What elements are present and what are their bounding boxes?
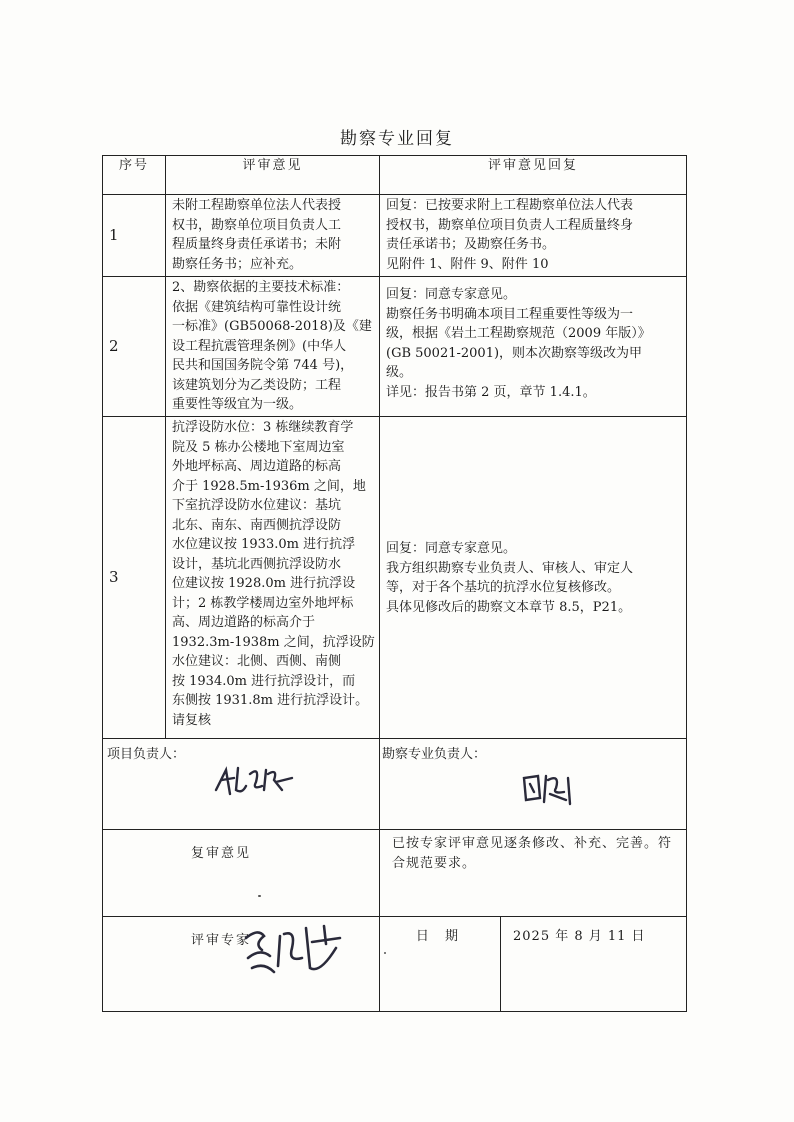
header-seq: 序号 [103, 156, 166, 195]
reply-line: 见附件 1、附件 9、附件 10 [386, 256, 549, 272]
reply-line: 回复：同意专家意见。 [386, 287, 517, 302]
row-number: 1 [103, 195, 166, 277]
reply-line: (GB 50021-2001)，则本次勘察等级改为甲 [386, 345, 643, 361]
reply-cell [380, 195, 687, 277]
date-label: 日 期 [380, 917, 501, 1012]
opinion-line: 北东、南东、南西侧抗浮设防 [172, 517, 342, 533]
row-number: 3 [103, 417, 166, 739]
re-review-label-text: 复审意见 [190, 846, 251, 861]
opinion-cell [166, 417, 380, 739]
opinion-line: 抗浮设防水位：3 栋继续教育学 [172, 420, 354, 435]
row-number: 2 [103, 277, 166, 417]
opinion-line: 请复核 [172, 712, 212, 728]
reply-cell [380, 277, 687, 417]
opinion-line: 外地坪标高、周边道路的标高 [172, 459, 342, 474]
reply-line: 级，根据《岩土工程勘察规范（2009 年版）》 [386, 326, 651, 341]
table-row [103, 417, 687, 739]
reply-line: 我方组织勘察专业负责人、审核人、审定人 [386, 560, 634, 576]
reply-line: 授权书，勘察单位项目负责人工程质量终身 [386, 217, 634, 233]
opinion-line: 1932.3m-1938m 之间，抗浮设防 [172, 634, 375, 650]
re-review-label [103, 830, 380, 917]
review-table [102, 155, 687, 1012]
opinion-line: 2、勘察依据的主要技术标准： [172, 280, 350, 295]
opinion-line: 水位建议：北侧、西侧、南侧 [172, 654, 342, 669]
opinion-line: 计；2 栋教学楼周边室外地坪标 [172, 595, 354, 611]
opinion-line: 院及 5 栋办公楼地下室周边室 [172, 439, 345, 455]
signature-row [103, 739, 687, 830]
table-row [103, 277, 687, 417]
expert-label: 评审专家 [190, 933, 251, 948]
reply-line: 勘察任务书明确本项目工程重要性等级为一 [386, 306, 634, 322]
opinion-line: 东侧按 1931.8m 进行抗浮设计。 [172, 693, 369, 708]
reply-line: 回复：已按要求附上工程勘察单位法人代表 [386, 198, 634, 213]
scan-speck [258, 895, 261, 897]
reply-line: 详见：报告书第 2 页，章节 1.4.1。 [386, 384, 596, 400]
header-reply: 评审意见回复 [380, 156, 687, 195]
opinion-line: 程质量终身责任承诺书；未附 [172, 237, 342, 252]
table-row [103, 195, 687, 277]
expert-signature [240, 918, 350, 978]
opinion-cell [166, 277, 380, 417]
reply-line: 级。 [386, 365, 413, 380]
opinion-line: 水位建议按 1933.0m 进行抗浮 [172, 537, 356, 552]
opinion-line: 介于 1928.5m-1936m 之间，地 [172, 478, 366, 494]
opinion-cell [166, 195, 380, 277]
opinion-line: 设工程抗震管理条例》(中华人 [172, 338, 347, 354]
opinion-line: 权书，勘察单位项目负责人工 [172, 217, 342, 233]
opinion-line: 按 1934.0m 进行抗浮设计，而 [172, 673, 356, 689]
opinion-line: 位建议按 1928.0m 进行抗浮设 [172, 576, 356, 591]
reply-line: 回复：同意专家意见。 [386, 541, 517, 556]
expert-row [103, 917, 687, 1012]
re-review-text: 已按专家评审意见逐条修改、补充、完善。符合规范要求。 [380, 830, 687, 917]
project-leader-signature [212, 760, 302, 800]
header-row [103, 156, 687, 195]
scan-speck [384, 952, 386, 954]
survey-leader-signature [520, 770, 580, 810]
reply-line: 责任承诺书；及勘察任务书。 [386, 237, 556, 252]
page-title: 勘察专业回复 [340, 129, 454, 149]
opinion-line: 该建筑划分为乙类设防；工程 [172, 377, 342, 393]
re-review-row [103, 830, 687, 917]
opinion-line: 民共和国国务院令第 744 号)， [172, 358, 354, 373]
date-value: 2025 年 8 月 11 日 [501, 917, 687, 1012]
reply-cell [380, 417, 687, 739]
reply-line: 具体见修改后的勘察文本章节 8.5，P21。 [386, 599, 632, 615]
opinion-line: 高、周边道路的标高介于 [172, 615, 316, 630]
opinion-line: 依据《建筑结构可靠性设计统 [172, 299, 342, 315]
survey-leader-label: 勘察专业负责人： [382, 747, 487, 762]
opinion-line: 下室抗浮设防水位建议：基坑 [172, 498, 342, 513]
header-opinion: 评审意见 [166, 156, 380, 195]
reply-line: 等，对于各个基坑的抗浮水位复核修改。 [386, 580, 621, 595]
opinion-line: 未附工程勘察单位法人代表授 [172, 198, 342, 213]
opinion-line: 一标准》(GB50068-2018)及《建 [172, 319, 372, 334]
opinion-line: 设计，基坑北西侧抗浮设防水 [172, 556, 342, 572]
opinion-line: 重要性等级宜为一级。 [172, 397, 303, 412]
project-leader-label: 项目负责人： [107, 747, 186, 762]
opinion-line: 勘察任务书；应补充。 [172, 256, 303, 272]
